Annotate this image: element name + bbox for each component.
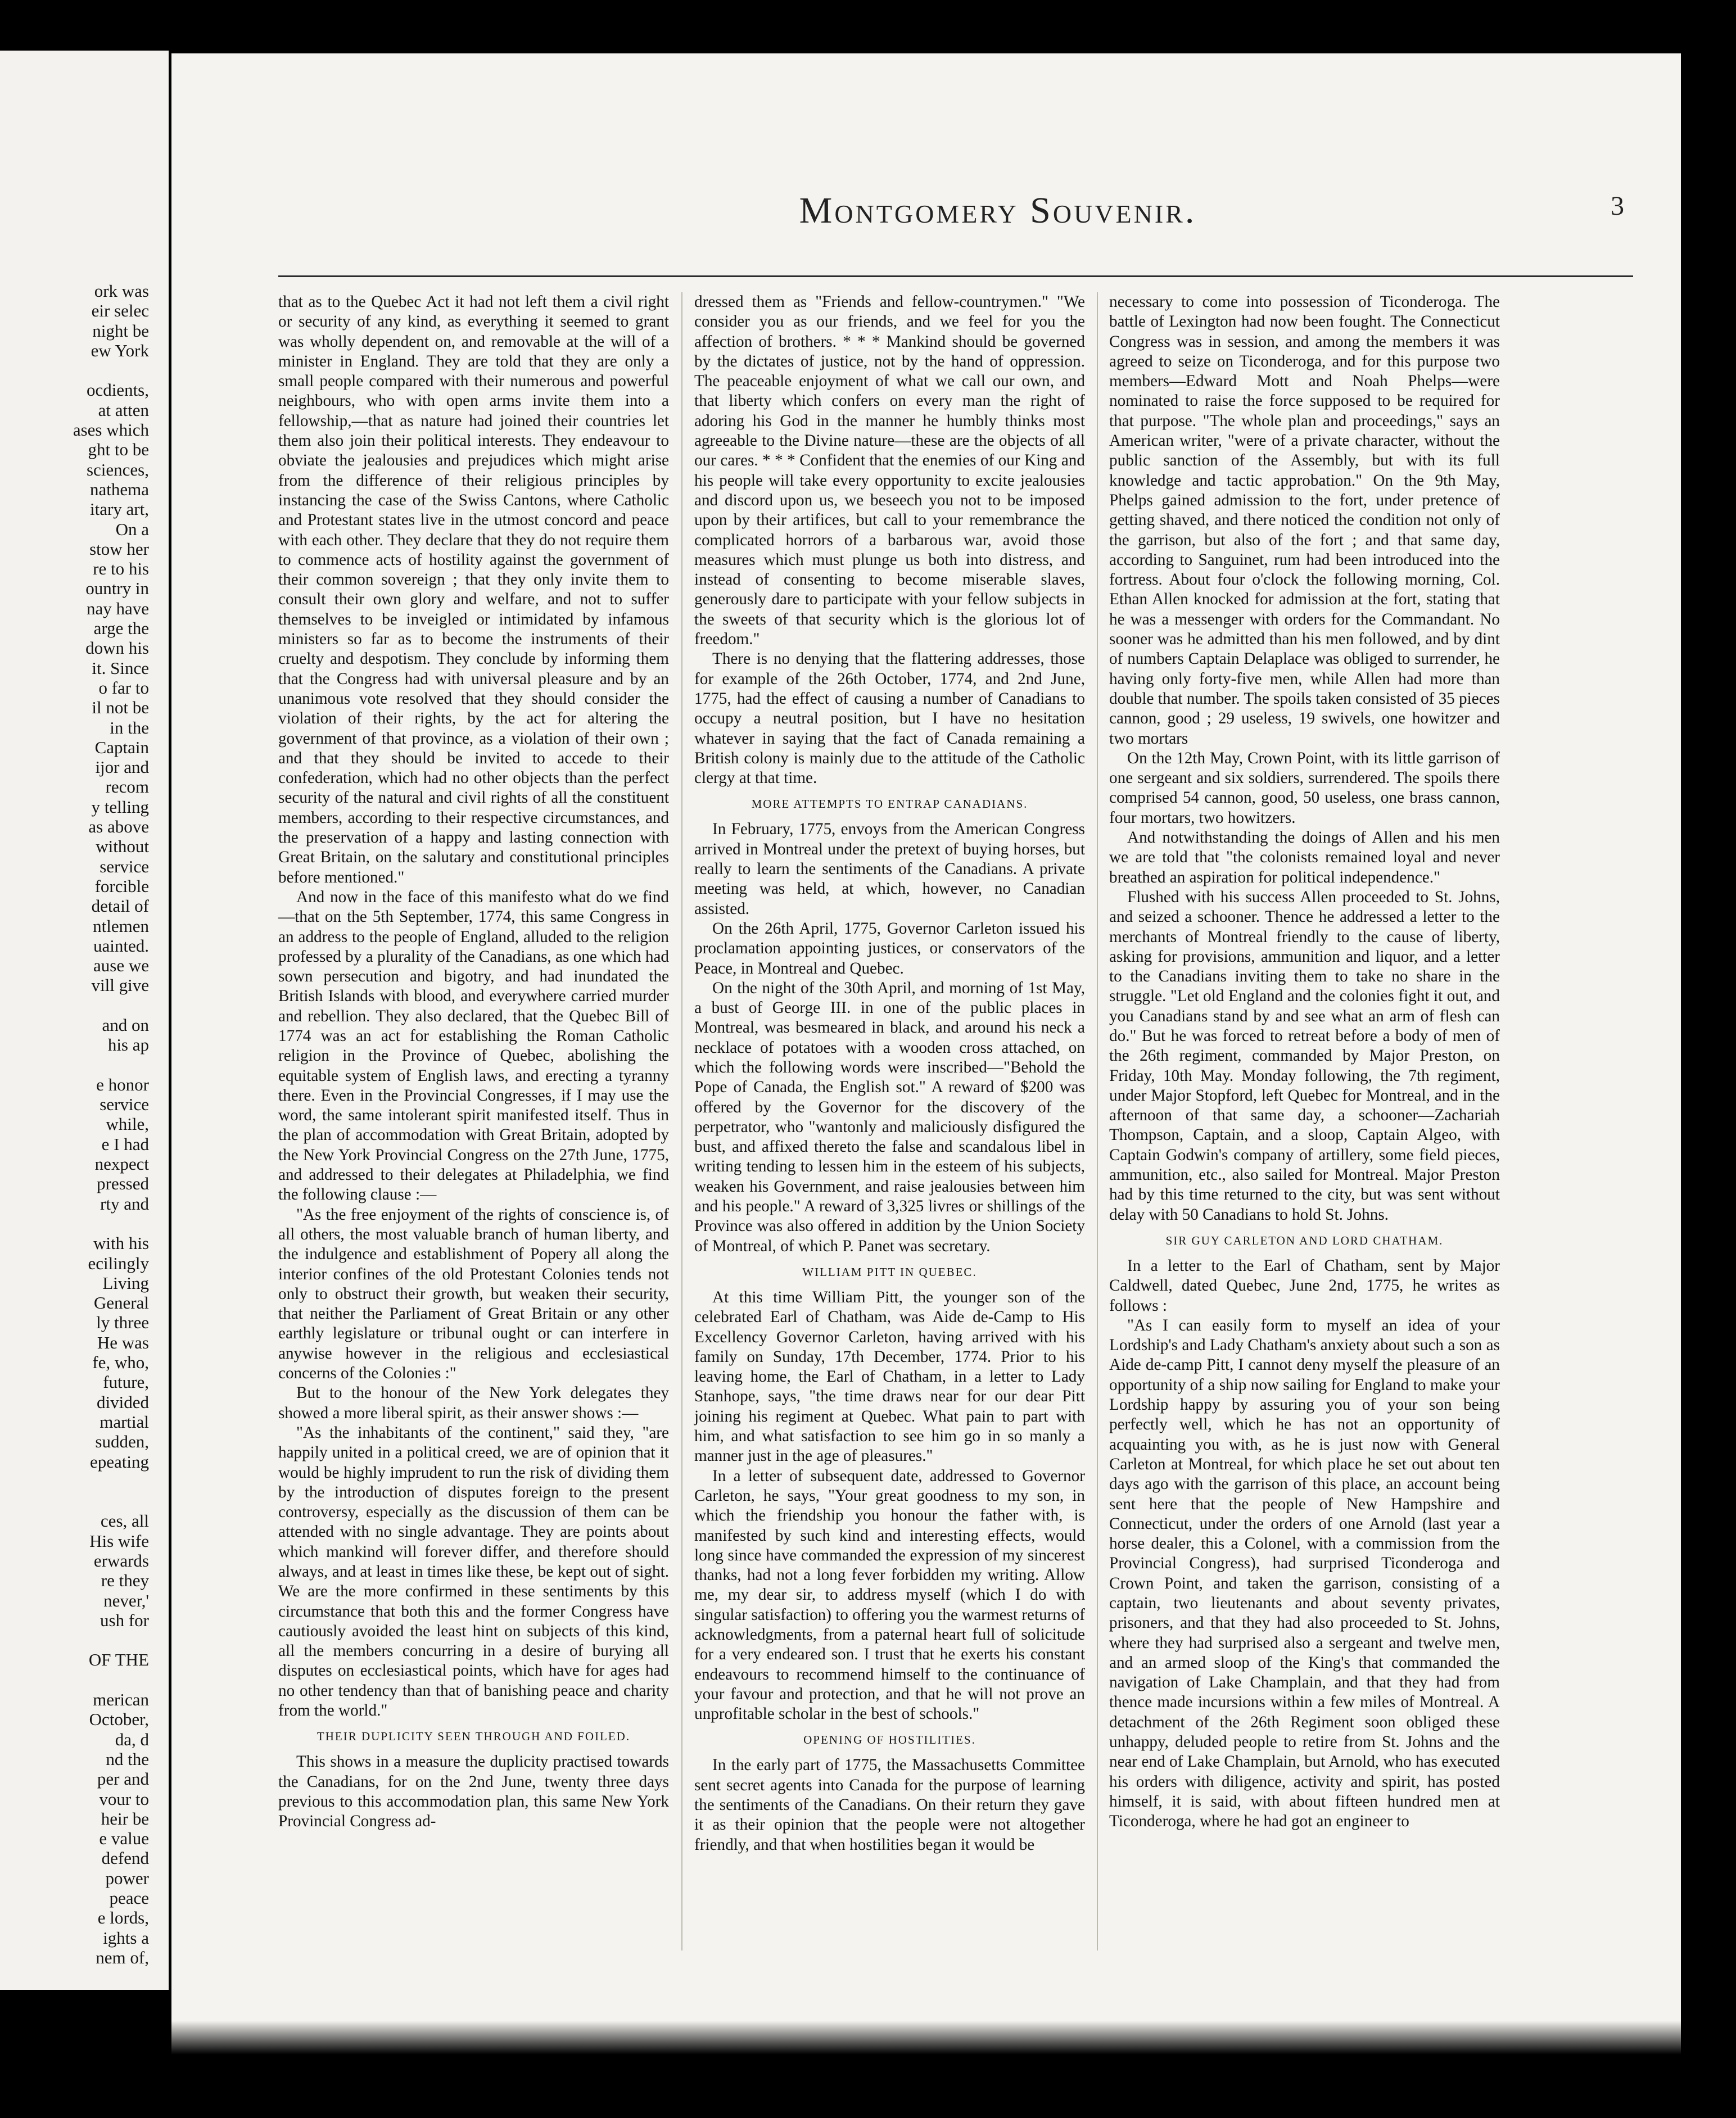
section-heading: MORE ATTEMPTS TO ENTRAP CANADIANS.	[751, 797, 1028, 811]
adjacent-page-line: nem of,	[96, 1947, 149, 1967]
adjacent-page-line: nexpect	[94, 1154, 149, 1174]
adjacent-page-line: re they	[101, 1571, 149, 1591]
adjacent-page-line: y telling	[91, 796, 149, 817]
adjacent-page-line: ights a	[103, 1927, 149, 1948]
adjacent-page-line: ork was	[94, 281, 149, 301]
adjacent-page-line: ght to be	[88, 440, 149, 460]
adjacent-page-line: eir selec	[91, 301, 149, 321]
adjacent-page-line: General	[93, 1293, 149, 1313]
section-heading: THEIR DUPLICITY SEEN THROUGH AND FOILED.	[317, 1730, 631, 1744]
adjacent-page-line: future,	[103, 1372, 149, 1392]
adjacent-page-line: uainted.	[93, 935, 149, 956]
page-number: 3	[1611, 191, 1624, 221]
column-divider	[681, 292, 682, 1950]
adjacent-page-line: down his	[85, 638, 149, 658]
adjacent-page-line: heir be	[101, 1808, 149, 1829]
adjacent-page-line: nd the	[106, 1749, 149, 1769]
text-column-1	[278, 292, 669, 1922]
adjacent-page-line: Captain	[94, 737, 149, 757]
adjacent-page-line: ause we	[93, 956, 149, 976]
adjacent-page-line: erwards	[93, 1551, 149, 1571]
adjacent-page-line: sciences,	[86, 459, 149, 479]
adjacent-page-line	[0, 1472, 149, 1491]
adjacent-page-line: forcible	[94, 876, 149, 896]
paragraph: But to the honour of the New York delegates they showed a more liberal spirit, as their answer shows :—	[278, 1384, 669, 1422]
adjacent-page-line: rty and	[100, 1193, 149, 1214]
page-header	[171, 189, 1681, 246]
adjacent-page-line: as above	[88, 817, 149, 837]
adjacent-page-line: power	[105, 1868, 149, 1888]
adjacent-page-line: arge the	[93, 618, 149, 639]
adjacent-page-line: epeating	[89, 1451, 149, 1472]
adjacent-page-line	[0, 1055, 149, 1075]
paragraph: Flushed with his success Allen proceeded to St. Johns, and seized a schooner. Thence he addressed a letter to the merchants of Montreal friendly to the cause of liberty, asking for provisions, ammunition and liquor, and a letter to the Canadians inviting them to take no share in the struggle. "Let old England and the colonies fight it out, and you Canadians stand by and see what an arm of flesh can do." But he was forced to retreat before a body of men of the 26th regiment, commanded by Major Preston, on Friday, 10th May. Monday following, the 7th regiment, under Major Stopford, left Quebec for Montreal, and in the afternoon of that same day, a schooner—Zachariah Thompson, Captain, and a sloop, Captain Algeo, with Captain Godwin's company of artillery, some field pieces, ammunition, etc., also sailed for Montreal. Major Preston had by this time returned to the city, but was sent without delay with 50 Canadians to hold St. Johns.	[1109, 888, 1500, 1224]
adjacent-page-line: OF THE	[88, 1650, 149, 1670]
adjacent-page-line: with his	[93, 1233, 149, 1253]
paragraph: In the early part of 1775, the Massachusetts Committee sent secret agents into Canada for the purpose of learning the sentiments of the Canadians. On their return they gave it as their opinion that the people were not altogether friendly, and that when hostilities began it would be	[694, 1756, 1085, 1854]
paragraph: In a letter to the Earl of Chatham, sent by Major Caldwell, dated Quebec, June 2nd, 1775, he writes as follows :	[1109, 1256, 1500, 1315]
adjacent-page-line: while,	[106, 1114, 149, 1134]
paragraph: This shows in a measure the duplicity practised towards the Canadians, for on the 2nd June, twenty three days previous to this accommodation plan, this same New York Provincial Congress ad-	[278, 1753, 669, 1831]
paragraph: On the 12th May, Crown Point, with its little garrison of one sergeant and six soldiers, surrendered. The spoils there comprised 54 cannon, good, 50 useless, one brass cannon, four mortars, two howitzers.	[1109, 749, 1500, 827]
adjacent-page-line: at atten	[98, 400, 149, 420]
adjacent-page-line: ountry in	[85, 578, 149, 599]
column-divider	[1097, 292, 1098, 1950]
adjacent-page-line: He was	[97, 1332, 149, 1352]
paragraph: And now in the face of this manifesto what do we find—that on the 5th September, 1774, this same Congress in an address to the people of England, alluded to the religion professed by a plurality of the Canadians, as one which had sown persecution and bigotry, and had inundated the British Islands with blood, and everywhere carried murder and rebellion. They also declared, that the Quebec Bill of 1774 was an act for establishing the Roman Catholic religion in the Province of Quebec, abolishing the equitable system of English laws, and erecting a tyranny there. Even in the Provincial Congresses, if I may use the word, the same intolerant spirit manifested itself. Thus in the plan of accommodation with Great Britain, adopted by the New York Provincial Congress on the 27th June, 1775, and addressed to their delegates at Philadelphia, we find the following clause :—	[278, 888, 669, 1204]
adjacent-page-line: in the	[110, 717, 149, 737]
adjacent-page-text-strip	[0, 281, 149, 1967]
adjacent-page-line: recom	[105, 777, 149, 797]
paragraph: In a letter of subsequent date, addressed to Governor Carleton, he says, "Your great goodness to my son, in which the friendship you honour the father with, is manifested by such kind and interesting effects, would long since have commanded the expression of my sincerest thanks, had not a long fever forbidden my writing. Allow me, my dear sir, to address myself (which I do with singular satisfaction) to offering you the warmest returns of acknowledgments, from a paternal heart full of solicitude for a very endeared son. I trust that he exerts his constant endeavours to recommend himself to the continuance of your favour and protection, and that he will not prove an unprofitable scholar in the best of schools."	[694, 1467, 1085, 1723]
adjacent-page-line: ocdients,	[86, 380, 149, 400]
adjacent-page-line: ases which	[73, 420, 149, 440]
paragraph: "As the free enjoyment of the rights of conscience is, of all others, the most valuable branch of human liberty, and the indulgence and establishment of Popery all along the interior confines of the old Protestant Colonies tends not only to obstruct their growth, but weaken their security, that neither the Parliament of Great Britain or any other earthly legislature or tribunal ought or can interfere in anywise however in the religious and ecclesiastical concerns of the Colonies :"	[278, 1205, 669, 1383]
adjacent-page-line: il not be	[92, 698, 149, 718]
adjacent-page-line: On a	[115, 519, 149, 539]
adjacent-page-line: itary art,	[89, 499, 149, 519]
adjacent-page-line: nay have	[86, 598, 149, 618]
adjacent-page-line: never,'	[103, 1590, 149, 1610]
adjacent-page-line: pressed	[97, 1174, 149, 1194]
adjacent-page-line: service	[100, 1094, 149, 1115]
adjacent-page-line: divided	[97, 1392, 149, 1412]
adjacent-page-line: without	[96, 836, 149, 857]
adjacent-page-edge	[0, 51, 169, 1990]
adjacent-page-line: his ap	[107, 1035, 149, 1055]
adjacent-page-line: night be	[92, 320, 149, 341]
adjacent-page-line: e value	[99, 1829, 149, 1849]
adjacent-page-line: e lords,	[97, 1908, 149, 1928]
paragraph: On the 26th April, 1775, Governor Carleton issued his proclamation appointing justices, or conservators of the Peace, in Montreal and Quebec.	[694, 919, 1085, 977]
adjacent-page-line: October,	[89, 1709, 149, 1730]
adjacent-page-line	[0, 1214, 149, 1233]
section-heading: OPENING OF HOSTILITIES.	[803, 1733, 976, 1747]
adjacent-page-line: ecilingly	[88, 1253, 149, 1273]
adjacent-page-line	[0, 1491, 149, 1511]
paragraph: On the night of the 30th April, and morning of 1st May, a bust of George III. in one of the public places in Montreal, was besmeared in black, and around his neck a necklace of potatoes with a wooden cross attached, on which the following words were inscribed—"Behold the Pope of Canada, the English sot." A reward of $200 was offered by the Governor for the discovery of the perpetrator, who "wantonly and maliciously disfigured the bust, and affixed thereto the false and scandalous libel in writing tending to lessen him in the esteem of his subjects, weaken his Government, and raise jealousies between him and his people." A reward of 3,325 livres or shillings of the Province was also offered in addition by the Union Society of Montreal, of which P. Panet was secretary.	[694, 979, 1085, 1255]
adjacent-page-line: stow her	[89, 538, 149, 559]
adjacent-page-line: fe, who,	[92, 1352, 149, 1373]
adjacent-page-line: ces, all	[100, 1511, 149, 1531]
adjacent-page-line: ijor and	[95, 757, 149, 777]
text-column-3	[1109, 292, 1500, 1922]
paragraph: "As I can easily form to myself an idea of your Lordship's and Lady Chatham's anxiety about such a son as Aide de-camp Pitt, I cannot deny myself the pleasure of an opportunity of a ship now sailing for England to make your Lordship happy by assuring you of your son being perfectly well, which he has not an opportunity of acquainting you with, as he is just now with General Carleton at Montreal, for which place he set out about ten days ago with the garrison of this place, an account being sent here that the people of New Hampshire and Connecticut, under the orders of one Arnold (last year a horse dealer, this a Colonel, with a commission from the Provincial Congress), had surprised Ticonderoga and Crown Point, and taken the garrison, consisting of a captain, two lieutenants and about seventy privates, prisoners, and that they had also proceeded to St. Johns, where they had surprised also a sergeant and twelve men, and an armed sloop of the King's that commanded the navigation of Lake Champlain, and that they had from thence made incursions within a few miles of Montreal. A detachment of the 26th Regiment soon obliged these unhappy, deluded people to retire from St. Johns and the near end of Lake Champlain, but Arnold, who has executed his orders with diligence, activity and spirit, has posted himself, it is said, with about fifteen hundred men at Ticonderoga, where he had got an engineer to	[1109, 1316, 1500, 1831]
paragraph: And notwithstanding the doings of Allen and his men we are told that "the colonists remained loyal and never breathed an aspiration for political independence."	[1109, 829, 1500, 886]
adjacent-page-line	[0, 1670, 149, 1690]
adjacent-page-line	[0, 1630, 149, 1650]
section-heading: WILLIAM PITT IN QUEBEC.	[802, 1265, 977, 1279]
adjacent-page-line: Living	[102, 1273, 149, 1293]
adjacent-page-line: ly three	[96, 1313, 149, 1333]
adjacent-page-line: ew York	[91, 340, 149, 360]
paragraph: "As the inhabitants of the continent," said they, "are happily united in a political creed, we are of opinion that it would be highly imprudent to run the risk of dividing them by the introduction of disputes foreign to the present controversy, especially as the discussion of them can be attended with no single advantage. They are points about which mankind will forever differ, and therefore should always, and at least in times like these, be kept out of sight. We are the more confirmed in these sentiments by this circumstance that both this and the former Congress have cautiously avoided the least hint on subjects of this kind, all the members concurring in a desire of burying all disputes on ecclesiastical points, which have for ages had no other tendency than that of banishing peace and charity from the world."	[278, 1423, 669, 1720]
adjacent-page-line: re to his	[93, 559, 149, 579]
adjacent-page-line	[0, 360, 149, 380]
adjacent-page-line: peace	[109, 1888, 149, 1908]
paragraph: There is no denying that the flattering addresses, those for example of the 26th October, 1774, and 2nd June, 1775, had the effect of causing a number of Canadians to occupy a neutral position, but I have no hesitation whatever in saying that the fact of Canada remaining a British colony is mainly due to the attitude of the Catholic clergy at that time.	[694, 650, 1085, 788]
adjacent-page-line: per and	[97, 1769, 149, 1789]
adjacent-page-line: defend	[101, 1848, 149, 1868]
adjacent-page-line: His wife	[89, 1531, 149, 1551]
adjacent-page-line: ntlemen	[93, 916, 149, 936]
adjacent-page-line: sudden,	[95, 1432, 149, 1452]
adjacent-page-line: and on	[102, 1015, 149, 1035]
adjacent-page-line: o far to	[98, 677, 149, 698]
adjacent-page-line: martial	[100, 1411, 149, 1432]
adjacent-page-line: detail of	[91, 896, 149, 916]
adjacent-page-line: vill give	[91, 975, 149, 995]
paragraph: dressed them as "Friends and fellow-countrymen." "We consider you as our friends, and we feel for you the affection of brothers. * * * Mankind should be governed by the dictates of justice, not by the hand of oppression. The peaceable enjoyment of what we call our own, and that liberty which confers on every man the right of adoring his God in the manner he humbly thinks most agreeable to the Divine nature—these are the objects of all our cares. * * * Confident that the enemies of our King and his people will take every opportunity to excite jealousies and discord upon us, we beseech you not to be imposed upon by their artifices, but call to your remembrance the complicated horrors of a barbarous war, avoid those measures which must plunge us both into distress, and instead of consenting to become miserable slaves, generously dare to participate with your fellow subjects in the sweets of that security which is the glorious lot of freedom."	[694, 293, 1085, 649]
adjacent-page-line	[0, 995, 149, 1015]
adjacent-page-line: da, d	[115, 1729, 149, 1749]
paragraph: In February, 1775, envoys from the American Congress arrived in Montreal under the pretext of buying horses, but really to learn the sentiments of the Canadians. A private meeting was held, at which, however, no Canadian assisted.	[694, 820, 1085, 918]
page-title: Montgomery Souvenir.	[799, 190, 1197, 231]
adjacent-page-line: service	[100, 856, 149, 876]
text-column-2	[694, 292, 1085, 1922]
page-bottom-edge	[171, 2021, 1681, 2054]
newspaper-page	[171, 53, 1681, 2021]
adjacent-page-line: e honor	[96, 1074, 149, 1094]
adjacent-page-line: vour to	[99, 1789, 149, 1809]
adjacent-page-line: it. Since	[92, 658, 149, 678]
section-heading: SIR GUY CARLETON AND LORD CHATHAM.	[1165, 1233, 1444, 1247]
paragraph: At this time William Pitt, the younger son of the celebrated Earl of Chatham, was Aide de-Camp to His Excellency Governor Carleton, having arrived with his family on Sunday, 17th December, 1774. Prior to his leaving home, the Earl of Chatham, in a letter to Lady Stanhope, says, "the time draws near for our dear Pitt joining his regiment at Quebec. What pain to part with him, and what satisfaction to see him go in so manly a manner just in the age of pleasures."	[694, 1288, 1085, 1465]
adjacent-page-line: ush for	[100, 1610, 149, 1630]
adjacent-page-line: nathema	[89, 479, 149, 499]
adjacent-page-line: merican	[93, 1690, 149, 1710]
header-rule	[278, 275, 1633, 277]
paragraph: that as to the Quebec Act it had not left them a civil right or security of any kind, as everything it seemed to grant was wholly dependent on, and removable at the will of a minister in England. They are told that they are only a small people compared with their numerous and powerful neighbours, who with open arms invite them into a fellowship,—that as nature had joined their countries let them also join their political interests. They endeavour to obviate the jealousies and prejudices which might arise from the difference of their religious principles by instancing the case of the Swiss Cantons, where Catholic and Protestant states live in the utmost concord and peace with each other. They declare that they do not require them to commence acts of hostility against the government of their common sovereign ; that they only invite them to consult their own glory and welfare, and not to suffer themselves to be inveigled or intimidated by infamous ministers so far as to become the instruments of their cruelty and despotism. They conclude by informing them that the Congress had with universal pleasure and by an unanimous vote resolved that they should consider the violation of their rights, by the act for altering the government of that province, as a violation of their own ; and that they should be invited to accede to their confederation, which had no other objects than the perfect security of the natural and civil rights of all the constituent members, according to their respective circumstances, and the preservation of a happy and lasting connection with Great Britain, on the salutary and constitutional principles before mentioned."	[278, 293, 669, 886]
adjacent-page-line: e I had	[101, 1134, 149, 1154]
paragraph: necessary to come into possession of Ticonderoga. The battle of Lexington had now been fought. The Connecticut Congress was in session, and among the members it was agreed to seize on Ticonderoga, and for this purpose two members—Edward Mott and Noah Phelps—were nominated to raise the force supposed to be required for that purpose. "The whole plan and proceedings," says an American writer, "were of a private character, without the public sanction of the Assembly, but with its full knowledge and tactic approbation." On the 9th May, Phelps gained admission to the fort, under pretence of getting shaved, and there noticed the condition not only of the garrison, but also of the fort ; and that same day, according to Sanguinet, rum had been introduced into the fortress. About four o'clock the following morning, Col. Ethan Allen knocked for admission at the fort, stating that he was a messenger with orders for the Commandant. No sooner was he admitted than his men followed, and by dint of numbers Captain Delaplace was obliged to surrender, he having only forty-five men, while Allen had more than double that number. The spoils taken consisted of 35 pieces cannon, good ; 29 useless, 19 swivels, one howitzer and two mortars	[1109, 293, 1500, 748]
